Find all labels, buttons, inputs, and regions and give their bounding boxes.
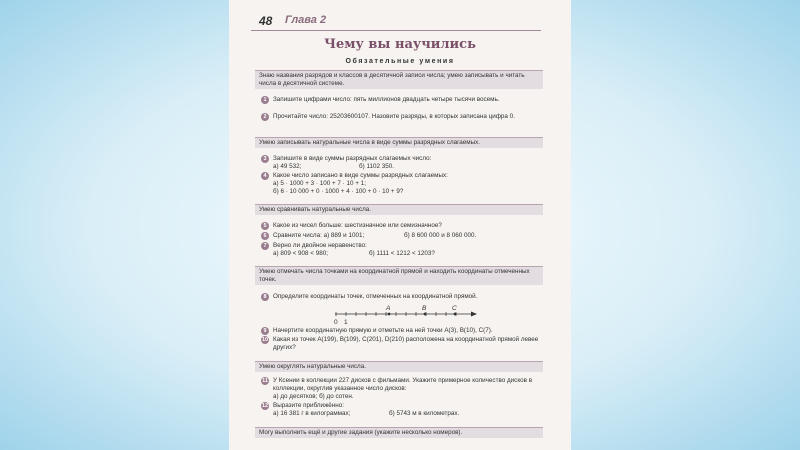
section-6 bbox=[255, 427, 543, 438]
task-number: 11 bbox=[262, 378, 268, 384]
task-text: У Ксении в коллекции 227 дисков с фильмами. Укажите примерное количество дисков в коллекции, округлив указанное число дисков: bbox=[273, 377, 533, 392]
section-1 bbox=[255, 70, 543, 89]
section-5 bbox=[255, 361, 543, 372]
task-option: б) 1111 < 1212 < 1203? bbox=[369, 250, 435, 257]
task-option: б) 5743 м в километрах. bbox=[389, 410, 460, 417]
task-text: Определите координаты точек, отмеченных на координатной прямой. bbox=[273, 293, 478, 300]
task-number: 4 bbox=[261, 172, 269, 180]
task-number: 10 bbox=[261, 337, 269, 343]
section-4 bbox=[255, 266, 543, 285]
task-option: б) 8 600 000 и 8 060 000. bbox=[404, 232, 477, 239]
task-option: а) 809 < 908 < 980; bbox=[273, 250, 328, 257]
point-label-c: C bbox=[452, 305, 457, 312]
task-text: Запишите в виде суммы разрядных слагаемых число: bbox=[273, 155, 432, 162]
page-title: Чему вы научились bbox=[324, 37, 476, 52]
task-number: 9 bbox=[261, 327, 269, 335]
task-option: а) 5 · 1000 + 3 · 100 + 7 · 10 + 1; bbox=[273, 180, 366, 187]
task-text: Выразите приближённо: bbox=[273, 402, 344, 409]
section-band: Умею сравнивать натуральные числа. bbox=[255, 205, 543, 215]
section-band: Знаю названия разрядов и классов в десятичной записи числа; умею записывать и читать числа в десятичной системе. bbox=[255, 71, 543, 89]
task-option: а) 16 381 г в килограммах; bbox=[273, 410, 351, 417]
task-number: 5 bbox=[261, 222, 269, 230]
task-text: Запишите цифрами число: пять миллионов двадцать четыре тысячи восемь. bbox=[273, 96, 500, 103]
task-number: 7 bbox=[261, 242, 269, 250]
task-text: Сравните числа: а) 889 и 1001; bbox=[273, 232, 365, 239]
page-number: 48 bbox=[259, 14, 273, 28]
task-number: 2 bbox=[261, 113, 269, 121]
marked-point bbox=[424, 313, 427, 316]
task-text: Прочитайте число: 25203600107. Назовите разряды, в которых записана цифра 0. bbox=[273, 113, 515, 120]
tick-label-1: 1 bbox=[344, 319, 348, 326]
task-number: 8 bbox=[261, 293, 269, 301]
task-text: Какая из точек A(199), B(109), C(201), D(210) расположена на координатной прямой левее других? bbox=[273, 336, 539, 351]
task-text: Верно ли двойное неравенство: bbox=[273, 242, 367, 249]
chapter-label: Глава 2 bbox=[285, 14, 327, 26]
section-2 bbox=[255, 137, 543, 148]
task-option: б) 1102 350. bbox=[359, 163, 394, 170]
task-option: б) 6 · 10 000 + 0 · 1000 + 4 · 100 + 0 · 10 + 9? bbox=[273, 188, 404, 195]
marked-point bbox=[388, 313, 391, 316]
task-number: 3 bbox=[261, 155, 269, 163]
section-band: Умею отмечать числа точками на координатной прямой и находить координаты отмеченных точек. bbox=[255, 267, 543, 285]
section-band: Умею округлять натуральные числа. bbox=[255, 362, 543, 372]
textbook-page bbox=[229, 0, 571, 450]
task-number: 6 bbox=[261, 232, 269, 240]
task-number: 1 bbox=[261, 96, 269, 104]
page-subtitle: Обязательные умения bbox=[345, 58, 455, 65]
task-option: а) до десятков; б) до сотен. bbox=[273, 393, 354, 400]
section-band: Могу выполнить ещё и другие задания (укажите несколько номеров). bbox=[255, 428, 543, 438]
point-label-a: A bbox=[386, 305, 391, 312]
section-band: Умею записывать натуральные числа в виде суммы разрядных слагаемых. bbox=[255, 138, 543, 148]
marked-point bbox=[454, 313, 457, 316]
section-3 bbox=[255, 204, 543, 215]
task-option: а) 49 532; bbox=[273, 163, 302, 170]
axis-arrow bbox=[471, 312, 477, 317]
point-label-b: B bbox=[422, 305, 427, 312]
task-number: 12 bbox=[261, 403, 269, 409]
tick-label-0: 0 bbox=[334, 319, 338, 326]
page-header bbox=[251, 10, 541, 31]
task-text: Какое из чисел больше: шестизначное или семизначное? bbox=[273, 222, 442, 229]
task-text: Какое число записано в виде суммы разрядных слагаемых: bbox=[273, 172, 448, 179]
task-text: Начертите координатную прямую и отметьте на ней точки A(3), B(10), C(7). bbox=[273, 327, 493, 334]
coordinate-line-figure bbox=[329, 302, 479, 326]
